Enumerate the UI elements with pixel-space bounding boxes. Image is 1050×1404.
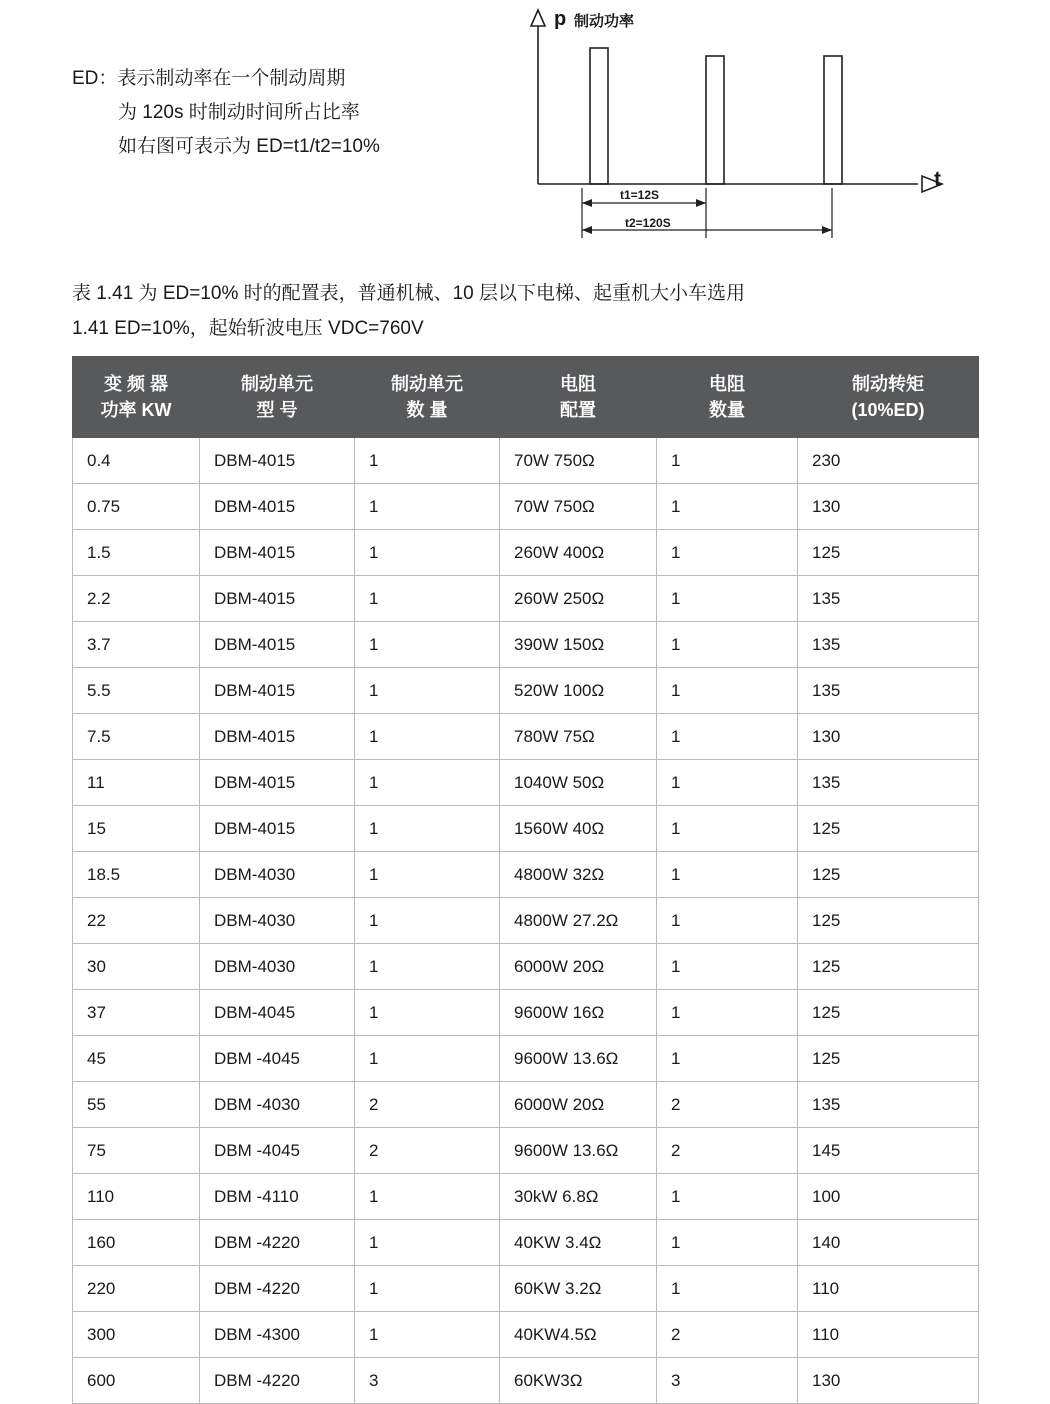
cell-inverter-power: 300 bbox=[73, 1312, 200, 1358]
cell-brake-unit-qty: 1 bbox=[355, 1036, 500, 1082]
col-header-brake-unit-model: 制动单元 型 号 bbox=[200, 357, 355, 438]
configuration-table bbox=[72, 356, 979, 1404]
waveform-svg bbox=[510, 0, 980, 250]
cell-resistor-config: 390W 150Ω bbox=[500, 622, 657, 668]
y-axis-arrow-icon bbox=[531, 10, 545, 26]
table-row bbox=[73, 1358, 979, 1404]
cell-inverter-power: 7.5 bbox=[73, 714, 200, 760]
cell-braking-torque: 125 bbox=[798, 1036, 979, 1082]
table-row bbox=[73, 1036, 979, 1082]
cell-resistor-qty: 1 bbox=[657, 1174, 798, 1220]
cell-resistor-qty: 1 bbox=[657, 668, 798, 714]
cell-inverter-power: 0.4 bbox=[73, 438, 200, 484]
ed-note-line-3: 如右图可表示为 ED=t1/t2=10% bbox=[118, 136, 380, 157]
table-row bbox=[73, 1174, 979, 1220]
t2-arrow-left-icon bbox=[582, 226, 592, 234]
table-row bbox=[73, 944, 979, 990]
cell-brake-unit-model: DBM -4220 bbox=[200, 1358, 355, 1404]
cell-brake-unit-qty: 1 bbox=[355, 760, 500, 806]
cell-brake-unit-qty: 1 bbox=[355, 1266, 500, 1312]
cell-brake-unit-model: DBM-4015 bbox=[200, 438, 355, 484]
cell-brake-unit-qty: 1 bbox=[355, 668, 500, 714]
cell-resistor-qty: 1 bbox=[657, 530, 798, 576]
cell-brake-unit-qty: 1 bbox=[355, 898, 500, 944]
table-row bbox=[73, 484, 979, 530]
cell-resistor-qty: 1 bbox=[657, 576, 798, 622]
cell-resistor-config: 70W 750Ω bbox=[500, 438, 657, 484]
cell-brake-unit-model: DBM -4045 bbox=[200, 1036, 355, 1082]
cell-resistor-qty: 1 bbox=[657, 1220, 798, 1266]
cell-braking-torque: 135 bbox=[798, 668, 979, 714]
x-axis-symbol: t bbox=[934, 168, 941, 191]
col-header-brake-unit-qty: 制动单元 数 量 bbox=[355, 357, 500, 438]
y-axis-symbol: p bbox=[554, 8, 567, 30]
t2-dimension-label: t2=120S bbox=[625, 216, 671, 230]
cell-braking-torque: 135 bbox=[798, 576, 979, 622]
cell-braking-torque: 125 bbox=[798, 944, 979, 990]
cell-brake-unit-model: DBM-4015 bbox=[200, 622, 355, 668]
cell-brake-unit-model: DBM-4015 bbox=[200, 668, 355, 714]
cell-resistor-config: 780W 75Ω bbox=[500, 714, 657, 760]
ed-note-line-1: ED：表示制动率在一个制动周期 bbox=[72, 68, 346, 89]
cell-brake-unit-model: DBM-4015 bbox=[200, 714, 355, 760]
cell-inverter-power: 1.5 bbox=[73, 530, 200, 576]
cell-resistor-config: 70W 750Ω bbox=[500, 484, 657, 530]
cell-braking-torque: 125 bbox=[798, 990, 979, 1036]
cell-brake-unit-model: DBM-4015 bbox=[200, 806, 355, 852]
cell-resistor-config: 6000W 20Ω bbox=[500, 944, 657, 990]
cell-braking-torque: 110 bbox=[798, 1266, 979, 1312]
cell-resistor-qty: 1 bbox=[657, 760, 798, 806]
cell-braking-torque: 135 bbox=[798, 622, 979, 668]
braking-power-waveform-diagram bbox=[510, 0, 980, 250]
cell-inverter-power: 220 bbox=[73, 1266, 200, 1312]
caption-line-2: 1.41 ED=10%，起始斩波电压 VDC=760V bbox=[72, 318, 424, 339]
cell-brake-unit-qty: 1 bbox=[355, 944, 500, 990]
cell-braking-torque: 130 bbox=[798, 1358, 979, 1404]
cell-resistor-qty: 2 bbox=[657, 1128, 798, 1174]
cell-braking-torque: 125 bbox=[798, 806, 979, 852]
cell-resistor-qty: 2 bbox=[657, 1082, 798, 1128]
cell-inverter-power: 15 bbox=[73, 806, 200, 852]
cell-brake-unit-model: DBM-4015 bbox=[200, 760, 355, 806]
cell-braking-torque: 145 bbox=[798, 1128, 979, 1174]
cell-brake-unit-qty: 1 bbox=[355, 1174, 500, 1220]
cell-braking-torque: 135 bbox=[798, 760, 979, 806]
t1-arrow-right-icon bbox=[696, 199, 706, 207]
cell-inverter-power: 2.2 bbox=[73, 576, 200, 622]
col-header-resistor-qty: 电阻 数量 bbox=[657, 357, 798, 438]
cell-brake-unit-qty: 3 bbox=[355, 1358, 500, 1404]
cell-brake-unit-qty: 1 bbox=[355, 576, 500, 622]
table-row bbox=[73, 806, 979, 852]
table-row bbox=[73, 898, 979, 944]
cell-brake-unit-model: DBM-4015 bbox=[200, 484, 355, 530]
cell-resistor-config: 4800W 27.2Ω bbox=[500, 898, 657, 944]
cell-brake-unit-model: DBM-4030 bbox=[200, 944, 355, 990]
cell-brake-unit-qty: 1 bbox=[355, 714, 500, 760]
cell-inverter-power: 5.5 bbox=[73, 668, 200, 714]
table-row bbox=[73, 1082, 979, 1128]
cell-brake-unit-qty: 1 bbox=[355, 990, 500, 1036]
cell-brake-unit-qty: 1 bbox=[355, 530, 500, 576]
t2-arrow-right-icon bbox=[822, 226, 832, 234]
cell-resistor-qty: 1 bbox=[657, 806, 798, 852]
cell-resistor-config: 260W 250Ω bbox=[500, 576, 657, 622]
cell-brake-unit-qty: 1 bbox=[355, 1312, 500, 1358]
cell-resistor-qty: 1 bbox=[657, 990, 798, 1036]
table-row bbox=[73, 438, 979, 484]
cell-braking-torque: 125 bbox=[798, 898, 979, 944]
cell-brake-unit-qty: 1 bbox=[355, 852, 500, 898]
cell-braking-torque: 230 bbox=[798, 438, 979, 484]
t1-dimension-label: t1=12S bbox=[620, 188, 660, 202]
cell-inverter-power: 18.5 bbox=[73, 852, 200, 898]
cell-resistor-config: 4800W 32Ω bbox=[500, 852, 657, 898]
cell-brake-unit-model: DBM-4045 bbox=[200, 990, 355, 1036]
table-body bbox=[73, 438, 979, 1404]
cell-resistor-qty: 1 bbox=[657, 898, 798, 944]
cell-brake-unit-model: DBM -4030 bbox=[200, 1082, 355, 1128]
pulse-3 bbox=[824, 56, 842, 184]
cell-inverter-power: 45 bbox=[73, 1036, 200, 1082]
cell-brake-unit-qty: 1 bbox=[355, 806, 500, 852]
caption-line-1: 表 1.41 为 ED=10% 时的配置表，普通机械、10 层以下电梯、起重机大小车选用 bbox=[72, 283, 746, 304]
cell-inverter-power: 0.75 bbox=[73, 484, 200, 530]
cell-braking-torque: 130 bbox=[798, 714, 979, 760]
cell-braking-torque: 100 bbox=[798, 1174, 979, 1220]
ed-note-line-2: 为 120s 时制动时间所占比率 bbox=[118, 102, 360, 123]
cell-resistor-config: 60KW 3.2Ω bbox=[500, 1266, 657, 1312]
pulse-1 bbox=[590, 48, 608, 184]
table-caption bbox=[72, 276, 745, 346]
cell-brake-unit-qty: 1 bbox=[355, 622, 500, 668]
table-row bbox=[73, 1128, 979, 1174]
col-header-resistor-config: 电阻 配置 bbox=[500, 357, 657, 438]
table-row bbox=[73, 622, 979, 668]
ed-definition-note bbox=[72, 62, 380, 164]
cell-resistor-config: 9600W 13.6Ω bbox=[500, 1128, 657, 1174]
cell-resistor-qty: 1 bbox=[657, 484, 798, 530]
cell-inverter-power: 37 bbox=[73, 990, 200, 1036]
cell-inverter-power: 30 bbox=[73, 944, 200, 990]
cell-resistor-config: 520W 100Ω bbox=[500, 668, 657, 714]
cell-brake-unit-model: DBM-4030 bbox=[200, 852, 355, 898]
cell-inverter-power: 11 bbox=[73, 760, 200, 806]
col-header-braking-torque: 制动转矩 (10%ED) bbox=[798, 357, 979, 438]
cell-resistor-config: 1040W 50Ω bbox=[500, 760, 657, 806]
table-row bbox=[73, 530, 979, 576]
cell-brake-unit-model: DBM-4030 bbox=[200, 898, 355, 944]
cell-resistor-qty: 2 bbox=[657, 1312, 798, 1358]
cell-inverter-power: 75 bbox=[73, 1128, 200, 1174]
pulse-2 bbox=[706, 56, 724, 184]
table-head bbox=[73, 357, 979, 438]
cell-brake-unit-qty: 1 bbox=[355, 438, 500, 484]
cell-resistor-config: 6000W 20Ω bbox=[500, 1082, 657, 1128]
cell-braking-torque: 140 bbox=[798, 1220, 979, 1266]
cell-inverter-power: 600 bbox=[73, 1358, 200, 1404]
cell-brake-unit-model: DBM-4015 bbox=[200, 530, 355, 576]
cell-resistor-config: 40KW 3.4Ω bbox=[500, 1220, 657, 1266]
table-row bbox=[73, 576, 979, 622]
cell-resistor-qty: 1 bbox=[657, 1036, 798, 1082]
cell-resistor-config: 9600W 13.6Ω bbox=[500, 1036, 657, 1082]
cell-brake-unit-model: DBM -4220 bbox=[200, 1266, 355, 1312]
table-row bbox=[73, 1312, 979, 1358]
table-row bbox=[73, 1220, 979, 1266]
cell-brake-unit-qty: 1 bbox=[355, 1220, 500, 1266]
table-row bbox=[73, 990, 979, 1036]
cell-inverter-power: 55 bbox=[73, 1082, 200, 1128]
cell-brake-unit-model: DBM -4300 bbox=[200, 1312, 355, 1358]
table-row bbox=[73, 760, 979, 806]
cell-resistor-config: 260W 400Ω bbox=[500, 530, 657, 576]
cell-resistor-qty: 1 bbox=[657, 1266, 798, 1312]
cell-brake-unit-model: DBM-4015 bbox=[200, 576, 355, 622]
cell-brake-unit-qty: 2 bbox=[355, 1128, 500, 1174]
cell-resistor-qty: 1 bbox=[657, 622, 798, 668]
cell-resistor-qty: 1 bbox=[657, 852, 798, 898]
cell-resistor-config: 40KW4.5Ω bbox=[500, 1312, 657, 1358]
table-row bbox=[73, 668, 979, 714]
cell-inverter-power: 160 bbox=[73, 1220, 200, 1266]
col-header-inverter-power: 变 频 器 功率 KW bbox=[73, 357, 200, 438]
cell-inverter-power: 22 bbox=[73, 898, 200, 944]
table-row bbox=[73, 852, 979, 898]
cell-resistor-config: 9600W 16Ω bbox=[500, 990, 657, 1036]
cell-resistor-config: 60KW3Ω bbox=[500, 1358, 657, 1404]
cell-resistor-config: 1560W 40Ω bbox=[500, 806, 657, 852]
cell-brake-unit-model: DBM -4045 bbox=[200, 1128, 355, 1174]
cell-brake-unit-model: DBM -4110 bbox=[200, 1174, 355, 1220]
cell-braking-torque: 110 bbox=[798, 1312, 979, 1358]
cell-braking-torque: 125 bbox=[798, 530, 979, 576]
table-row bbox=[73, 714, 979, 760]
cell-resistor-qty: 1 bbox=[657, 438, 798, 484]
cell-resistor-config: 30kW 6.8Ω bbox=[500, 1174, 657, 1220]
cell-braking-torque: 135 bbox=[798, 1082, 979, 1128]
table-row bbox=[73, 1266, 979, 1312]
table-header-row bbox=[73, 357, 979, 438]
cell-resistor-qty: 1 bbox=[657, 944, 798, 990]
cell-braking-torque: 130 bbox=[798, 484, 979, 530]
configuration-table-wrapper bbox=[72, 356, 978, 1404]
y-axis-caption: 制动功率 bbox=[574, 13, 635, 30]
cell-braking-torque: 125 bbox=[798, 852, 979, 898]
cell-brake-unit-qty: 1 bbox=[355, 484, 500, 530]
intro-section bbox=[0, 0, 1050, 260]
cell-resistor-qty: 1 bbox=[657, 714, 798, 760]
cell-brake-unit-model: DBM -4220 bbox=[200, 1220, 355, 1266]
t1-arrow-left-icon bbox=[582, 199, 592, 207]
cell-inverter-power: 3.7 bbox=[73, 622, 200, 668]
cell-inverter-power: 110 bbox=[73, 1174, 200, 1220]
cell-resistor-qty: 3 bbox=[657, 1358, 798, 1404]
cell-brake-unit-qty: 2 bbox=[355, 1082, 500, 1128]
